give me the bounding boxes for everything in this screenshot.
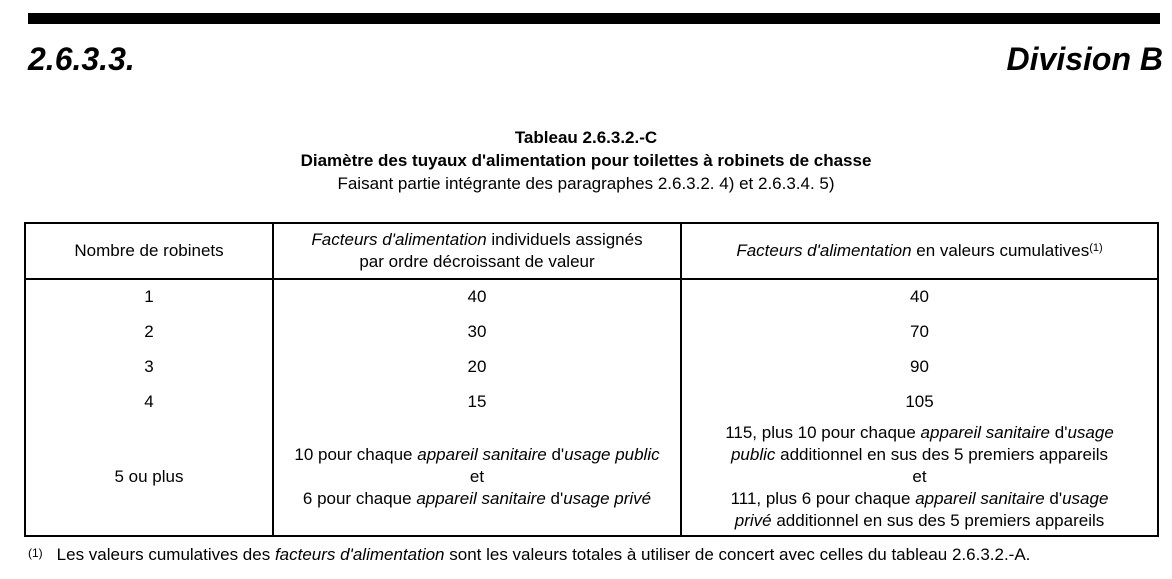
footnote-text: Les valeurs cumulatives des facteurs d'alimentation sont les valeurs totales à utiliser de concert avec celles du tableau 2.6.3.2.-A. [56,545,1031,564]
footnote [28,544,1158,565]
table-caption [0,126,1172,195]
section-number: 2.6.3.3. [28,41,135,77]
table-row [25,419,1158,536]
division-label: Division B [1006,41,1163,77]
table-row [25,314,1158,349]
table-cell: 1 [25,279,273,314]
table-cell: 90 [681,349,1158,384]
table-cell: 10 pour chaque appareil sanitaire d'usage public et 6 pour chaque appareil sanitaire d'usage privé [273,419,681,536]
table-cell: 40 [681,279,1158,314]
footnote-marker: (1) [28,546,43,560]
table-cell: 5 ou plus [25,419,273,536]
table-row [25,279,1158,314]
table-cell: 3 [25,349,273,384]
table-row [25,349,1158,384]
table-caption-subtitle: Faisant partie intégrante des paragraphes 2.6.3.2. 4) et 2.6.3.4. 5) [337,174,835,193]
table-cell: 105 [681,384,1158,419]
table-cell: 40 [273,279,681,314]
table-cell: 2 [25,314,273,349]
top-rule [28,13,1160,24]
table-caption-title: Diamètre des tuyaux d'alimentation pour toilettes à robinets de chasse [300,151,872,170]
table-header [25,223,1158,279]
col-header-facteurs-cumulatifs: Facteurs d'alimentation en valeurs cumulatives$^{(1)}$ [681,223,1158,279]
table-cell: 15 [273,384,681,419]
table-cell: 4 [25,384,273,419]
running-head [28,42,1163,76]
fixtures-table [24,222,1159,537]
table-cell: 20 [273,349,681,384]
table-body [25,279,1158,536]
table-cell: 30 [273,314,681,349]
table-cell: 115, plus 10 pour chaque appareil sanitaire d'usage public additionnel en sus des 5 premiers appareils et 111, plus 6 pour chaque appareil sanitaire d'usage privé additionnel en sus des 5 premiers appareils [681,419,1158,536]
table-header-row [25,223,1158,279]
table-caption-number: Tableau 2.6.3.2.-C [514,128,658,147]
table-cell: 70 [681,314,1158,349]
col-header-nombre-robinets: Nombre de robinets [25,223,273,279]
col-header-facteurs-individuels: Facteurs d'alimentation individuels assignés par ordre décroissant de valeur [273,223,681,279]
table-row [25,384,1158,419]
